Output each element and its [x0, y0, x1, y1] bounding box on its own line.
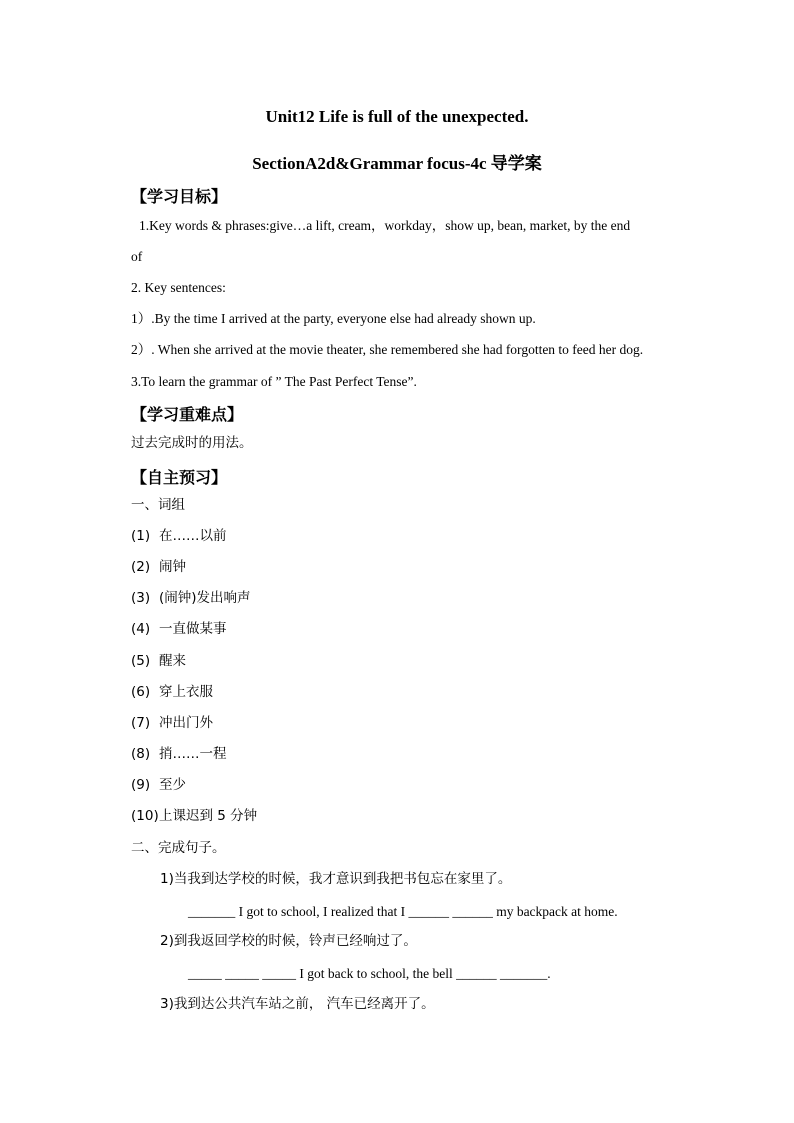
phrase-number: (6) [131, 684, 151, 700]
sentence-2-chinese: 2)到我返回学校的时候，铃声已经响过了。 [160, 933, 417, 949]
phrase-number: (10) [131, 808, 159, 824]
phrase-text: 捎……一程 [159, 746, 227, 762]
objectives-line-2: 2. Key sentences: [131, 280, 226, 295]
phrase-number: (3) [131, 590, 151, 606]
document-subtitle: SectionA2d&Grammar focus-4c 导学案 [252, 154, 542, 173]
phrase-text: 至少 [159, 777, 186, 793]
part1-title: 一、词组 [131, 497, 185, 513]
preview-heading: 【自主预习】 [131, 468, 228, 487]
difficulty-text: 过去完成时的用法。 [131, 435, 253, 451]
phrase-text: 穿上衣服 [159, 684, 213, 700]
sentence-2-english: _____ _____ _____ I got back to school, the bell ______ _______. [188, 966, 551, 981]
sentence-1-english: _______ I got to school, I realized that I ______ ______ my backpack at home. [188, 904, 618, 919]
phrase-text: 闹钟 [159, 559, 186, 575]
sentence-1-chinese: 1)当我到达学校的时候，我才意识到我把书包忘在家里了。 [160, 871, 512, 887]
phrase-number: (7) [131, 715, 151, 731]
objectives-heading: 【学习目标】 [131, 187, 228, 206]
phrase-item [131, 530, 227, 544]
phrase-number: (9) [131, 777, 151, 793]
objectives-line-4: 2）. When she arrived at the movie theater, she remembered she had forgotten to feed her dog. [131, 342, 644, 357]
objectives-line-1-cont: of [131, 249, 143, 264]
document-title: Unit12 Life is full of the unexpected. [265, 107, 529, 126]
objectives-line-1: 1.Key words & phrases:give…a lift, cream，workday，show up, bean, market, by the end [139, 218, 631, 233]
phrase-item [131, 810, 257, 824]
phrase-text: 在……以前 [159, 528, 227, 544]
difficulty-heading: 【学习重难点】 [131, 405, 244, 424]
objectives-line-5: 3.To learn the grammar of ” The Past Perfect Tense”. [131, 374, 417, 389]
phrase-number: (5) [131, 653, 151, 669]
sentence-3-chinese: 3)我到达公共汽车站之前， 汽车已经离开了。 [160, 996, 435, 1012]
phrase-number: (1) [131, 528, 151, 544]
phrase-text: 醒来 [159, 653, 186, 669]
phrase-item [131, 686, 213, 700]
phrase-text: 冲出门外 [159, 715, 213, 731]
phrase-number: (4) [131, 621, 151, 637]
phrase-item [131, 748, 227, 762]
phrase-text: 一直做某事 [159, 621, 227, 637]
phrase-item [131, 655, 186, 669]
phrase-item [131, 717, 213, 731]
phrase-item [131, 779, 186, 793]
objectives-line-3: 1）.By the time I arrived at the party, everyone else had already shown up. [131, 311, 536, 326]
part2-title: 二、完成句子。 [131, 840, 226, 856]
phrase-item [131, 623, 227, 637]
phrase-item [131, 561, 186, 575]
phrase-item [131, 592, 251, 606]
phrase-number: (2) [131, 559, 151, 575]
phrase-text: (闹钟)发出响声 [159, 590, 251, 606]
phrase-text: 上课迟到 5 分钟 [159, 808, 258, 824]
phrase-number: (8) [131, 746, 151, 762]
